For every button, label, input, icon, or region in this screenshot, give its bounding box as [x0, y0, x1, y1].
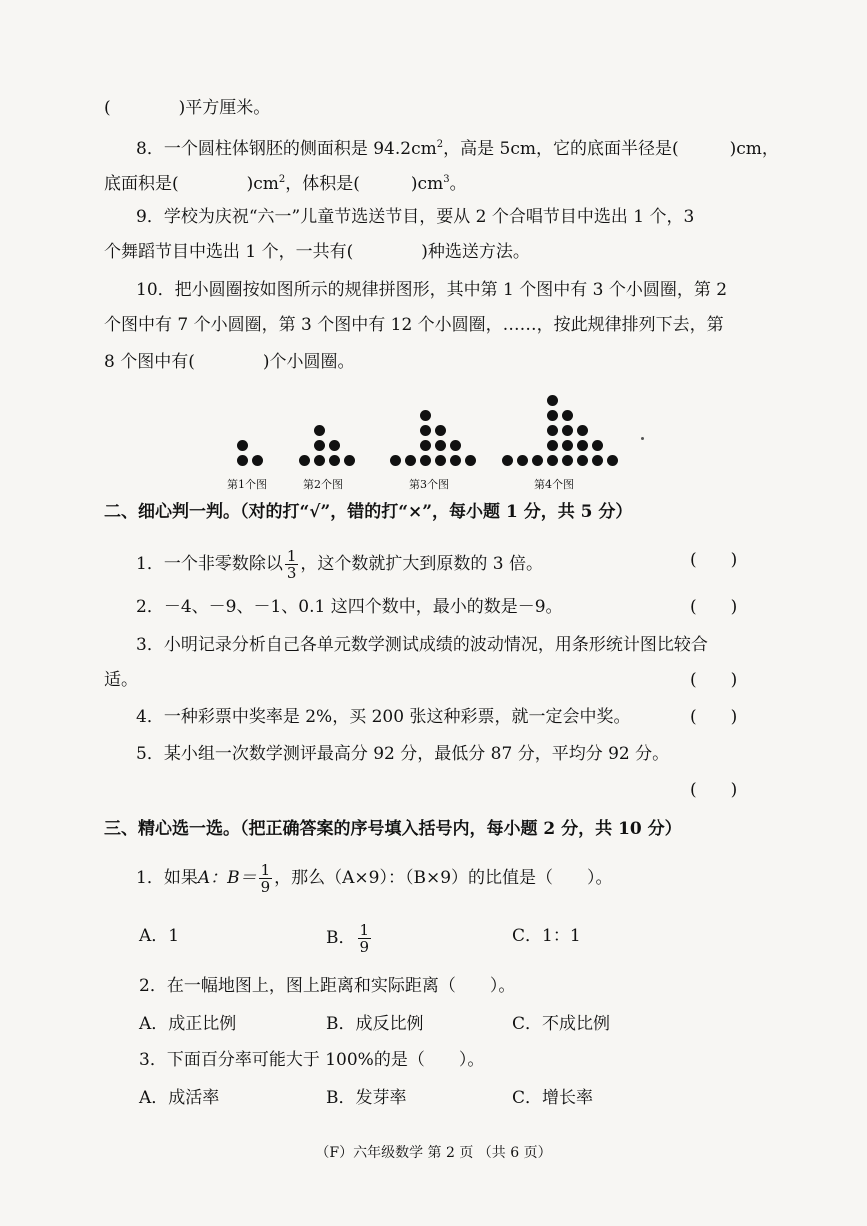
figure-caption-2: 第2个图	[303, 478, 343, 491]
q10-line3: 8 个图中有( )个小圆圈。	[104, 352, 355, 372]
s2-q4: 4．一种彩票中奖率是 2%，买 200 张这种彩票，就一定会中奖。	[136, 707, 631, 727]
fraction-one-ninth-option: $\frac{1}{9}$	[359, 921, 370, 956]
s2-q4-answer-blank[interactable]: ( )	[690, 707, 738, 727]
q10-line1: 10．把小圆圈按如图所示的规律拼图形，其中第 1 个图中有 3 个小圆圈，第 2	[136, 280, 728, 300]
s2-q1-answer-blank[interactable]: ( )	[690, 550, 738, 570]
pattern-circle	[465, 455, 476, 466]
pattern-circle	[592, 440, 603, 451]
pattern-circle	[502, 455, 513, 466]
s3-q2-option-a[interactable]: A．成正比例	[139, 1014, 237, 1034]
pattern-circle	[577, 455, 588, 466]
pattern-circle	[314, 425, 325, 436]
pattern-circle	[547, 395, 558, 406]
q9-line2: 个舞蹈节目中选出 1 个，一共有( )种选送方法。	[104, 242, 530, 262]
s3-q1-stem: 1．如果A：B＝ $\frac{1}{9}$ ，那么（A×9）：（B×9）的比值是（ ）。	[136, 861, 613, 896]
pattern-circle	[420, 440, 431, 451]
s2-q2: 2．－4、－9、－1、0.1 这四个数中，最小的数是－9。	[136, 597, 563, 617]
s3-q2-stem: 2．在一幅地图上，图上距离和实际距离（ ）。	[139, 976, 516, 996]
q8-line2: 底面积是( )$cm^2$，体积是( )$cm^3$。	[104, 174, 467, 194]
pattern-circle	[329, 440, 340, 451]
pattern-circle	[517, 455, 528, 466]
pattern-circle	[390, 455, 401, 466]
pattern-circle	[547, 410, 558, 421]
s3-q3-stem: 3．下面百分率可能大于 100%的是（ ）。	[139, 1050, 485, 1070]
q8-line1: 8．一个圆柱体钢胚的侧面积是 $94.2cm^2$，高是 5cm，它的底面半径是( )cm，	[136, 139, 779, 159]
figure-caption-4: 第4个图	[534, 478, 574, 491]
pattern-circle	[592, 455, 603, 466]
q7-tail: ( )平方厘米。	[104, 98, 271, 118]
pattern-circle	[344, 455, 355, 466]
pattern-circle	[314, 455, 325, 466]
pattern-circle	[562, 455, 573, 466]
s2-q3-answer-blank[interactable]: ( )	[690, 670, 738, 690]
pattern-circle	[314, 440, 325, 451]
pattern-circle	[420, 425, 431, 436]
s3-q2-option-c[interactable]: C．不成比例	[512, 1014, 611, 1034]
s2-q1: 1．一个非零数除以 $\frac{1}{3}$ ，这个数就扩大到原数的 3 倍。	[136, 547, 543, 582]
pattern-circle	[420, 455, 431, 466]
pattern-circle	[607, 455, 618, 466]
s3-q3-option-b[interactable]: B．发芽率	[326, 1088, 407, 1108]
s3-q1-option-a[interactable]: A．1	[139, 926, 180, 946]
pattern-circle	[329, 455, 340, 466]
pattern-circle	[562, 425, 573, 436]
section2-heading: 二、细心判一判。（对的打“√”，错的打“×”，每小题 1 分，共 5 分）	[104, 502, 633, 522]
s2-q3-line2: 适。	[104, 670, 138, 690]
pattern-circle	[547, 455, 558, 466]
page-footer: （F）六年级数学 第 2 页 （共 6 页）	[315, 1145, 552, 1161]
q9-line1: 9．学校为庆祝“六一”儿童节选送节目，要从 2 个合唱节目中选出 1 个，3	[136, 207, 695, 227]
s3-q3-option-a[interactable]: A．成活率	[139, 1088, 220, 1108]
s3-q2-option-b[interactable]: B．成反比例	[326, 1014, 424, 1034]
s2-q5: 5．某小组一次数学测评最高分 92 分，最低分 87 分，平均分 92 分。	[136, 744, 670, 764]
s3-q1-option-b[interactable]: B． $\frac{1}{9}$	[326, 921, 370, 956]
figure-caption-3: 第3个图	[409, 478, 449, 491]
pattern-circle	[450, 455, 461, 466]
s2-q2-answer-blank[interactable]: ( )	[690, 597, 738, 617]
pattern-circle	[577, 425, 588, 436]
s2-q3-line1: 3．小明记录分析自己各单元数学测试成绩的波动情况，用条形统计图比较合	[136, 635, 708, 655]
pattern-circle	[547, 425, 558, 436]
s2-q5-answer-blank[interactable]: ( )	[690, 780, 738, 800]
fraction-one-third: $\frac{1}{3}$	[286, 547, 297, 582]
pattern-circle	[435, 440, 446, 451]
pattern-circle	[562, 440, 573, 451]
s3-q3-option-c[interactable]: C．增长率	[512, 1088, 594, 1108]
pattern-circle	[237, 440, 248, 451]
pattern-circle	[405, 455, 416, 466]
pattern-circle	[450, 440, 461, 451]
pattern-circle	[420, 410, 431, 421]
pattern-circle	[577, 440, 588, 451]
scan-speck	[641, 437, 644, 440]
pattern-circle	[547, 440, 558, 451]
pattern-circle	[532, 455, 543, 466]
pattern-circle	[435, 425, 446, 436]
pattern-circle	[435, 455, 446, 466]
pattern-circle	[252, 455, 263, 466]
pattern-circle	[237, 455, 248, 466]
figure-caption-1: 第1个图	[227, 478, 267, 491]
fraction-one-ninth: $\frac{1}{9}$	[260, 861, 271, 896]
s3-q1-option-c[interactable]: C．1：1	[512, 926, 581, 946]
pattern-circle	[299, 455, 310, 466]
section3-heading: 三、精心选一选。（把正确答案的序号填入括号内，每小题 2 分，共 10 分）	[104, 819, 682, 839]
q10-line2: 个图中有 7 个小圆圈，第 3 个图中有 12 个小圆圈，……，按此规律排列下去，第	[104, 315, 724, 335]
pattern-circle	[562, 410, 573, 421]
